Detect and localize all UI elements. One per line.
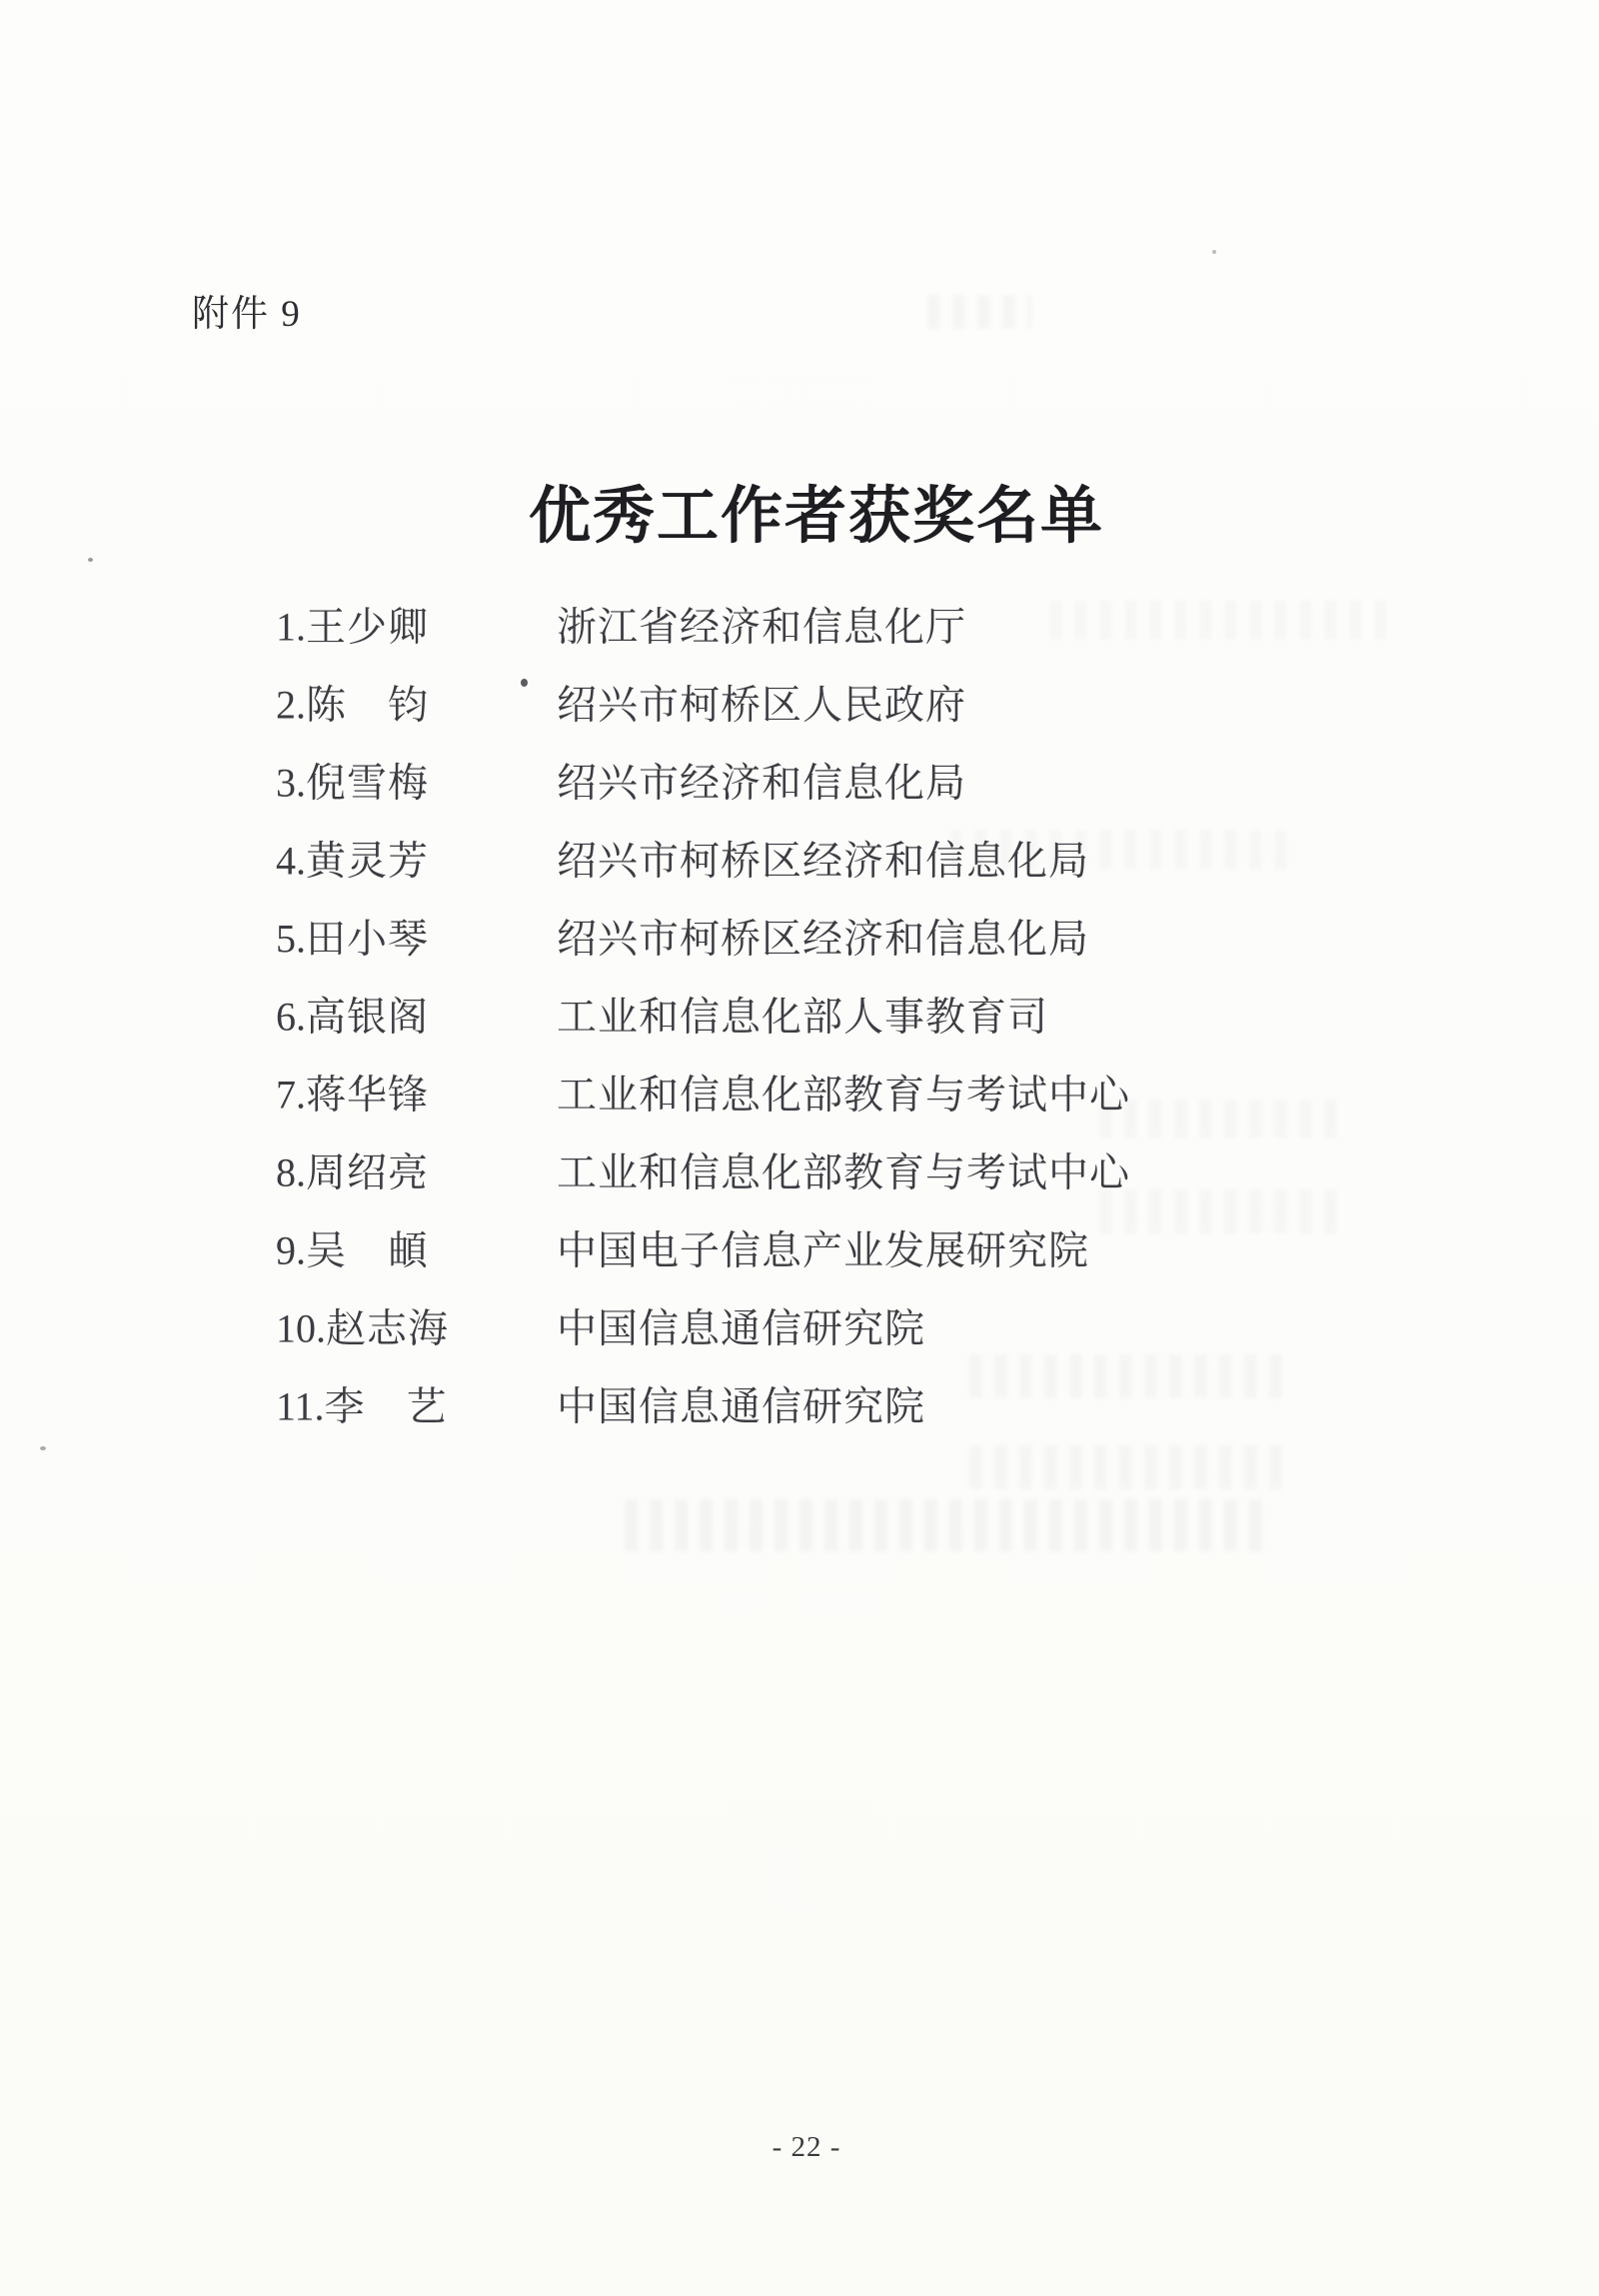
bleed-through-artifact: [927, 295, 1032, 329]
attachment-label: 附件 9: [192, 294, 302, 335]
entry-organization: 工业和信息化部教育与考试中心: [557, 1072, 1130, 1118]
list-item: [0, 741, 1599, 819]
entry-name: 周绍亮: [306, 1149, 429, 1195]
entry-number-and-name: [276, 674, 429, 731]
list-item: [0, 897, 1599, 975]
entry-name: 黄灵芳: [306, 838, 429, 884]
entry-number-and-name: [276, 1219, 429, 1276]
entry-number: 4.: [276, 838, 306, 884]
bleed-through-artifact: [1099, 1189, 1339, 1233]
bleed-through-artifact: [949, 830, 1299, 870]
entry-name: 陈 钧: [306, 682, 429, 728]
list-item: [0, 1208, 1599, 1286]
entry-organization: 中国信息通信研究院: [557, 1305, 925, 1351]
entry-number: 10.: [276, 1305, 326, 1351]
entry-number: 6.: [276, 994, 306, 1040]
scan-speckle: [1212, 250, 1216, 254]
entry-organization: 中国电子信息产业发展研究院: [557, 1227, 1089, 1273]
entry-organization: 绍兴市柯桥区经济和信息化局: [557, 916, 1089, 962]
entry-number: 7.: [276, 1072, 306, 1118]
bleed-through-artifact: [1049, 600, 1399, 640]
entry-number: 5.: [276, 916, 306, 962]
list-item: [0, 819, 1599, 897]
bleed-through-artifact: [625, 1499, 1274, 1551]
list-item: [0, 663, 1599, 741]
entry-number-and-name: [276, 752, 429, 809]
list-item: [0, 1364, 1599, 1442]
entry-number: 1.: [276, 604, 306, 650]
entry-organization: 工业和信息化部教育与考试中心: [557, 1149, 1130, 1195]
entry-name: 吴 頔: [306, 1227, 429, 1273]
entry-number: 11.: [276, 1383, 325, 1429]
scan-speckle: [40, 1446, 46, 1450]
award-list: [0, 585, 1599, 1442]
bleed-through-artifact: [1099, 1100, 1339, 1138]
scan-speckle: [88, 558, 93, 562]
list-item: [0, 1053, 1599, 1131]
entry-name: 王少卿: [306, 604, 429, 650]
entry-number-and-name: [276, 1142, 429, 1198]
entry-name: 李 艺: [324, 1383, 448, 1429]
list-item: [0, 975, 1599, 1053]
entry-name: 赵志海: [326, 1305, 449, 1351]
entry-number-and-name: [276, 1064, 429, 1121]
entry-number: 9.: [276, 1227, 306, 1273]
scan-speckle: [521, 679, 528, 687]
entry-organization: 绍兴市经济和信息化局: [557, 760, 966, 806]
entry-number-and-name: [276, 1375, 448, 1432]
entry-organization: 浙江省经济和信息化厅: [557, 604, 966, 650]
entry-number-and-name: [276, 908, 429, 965]
entry-organization: 工业和信息化部人事教育司: [557, 994, 1048, 1040]
list-item: [0, 1286, 1599, 1364]
entry-organization: 中国信息通信研究院: [557, 1383, 925, 1429]
entry-number: 8.: [276, 1149, 306, 1195]
page-title: 优秀工作者获奖名单: [528, 482, 1104, 551]
entry-name: 高银阁: [306, 994, 429, 1040]
bleed-through-artifact: [969, 1445, 1289, 1489]
entry-number-and-name: [276, 830, 429, 887]
entry-number: 3.: [276, 760, 306, 806]
entry-name: 蒋华锋: [306, 1072, 429, 1118]
entry-number-and-name: [276, 1297, 449, 1354]
page-number: - 22 -: [772, 2131, 841, 2163]
entry-organization: 绍兴市柯桥区经济和信息化局: [557, 838, 1089, 884]
list-item: [0, 1131, 1599, 1208]
entry-number-and-name: [276, 596, 429, 653]
entry-number-and-name: [276, 986, 429, 1043]
entry-organization: 绍兴市柯桥区人民政府: [557, 682, 966, 728]
entry-number: 2.: [276, 682, 306, 728]
entry-name: 田小琴: [306, 916, 429, 962]
bleed-through-artifact: [969, 1354, 1289, 1398]
entry-name: 倪雪梅: [306, 760, 429, 806]
